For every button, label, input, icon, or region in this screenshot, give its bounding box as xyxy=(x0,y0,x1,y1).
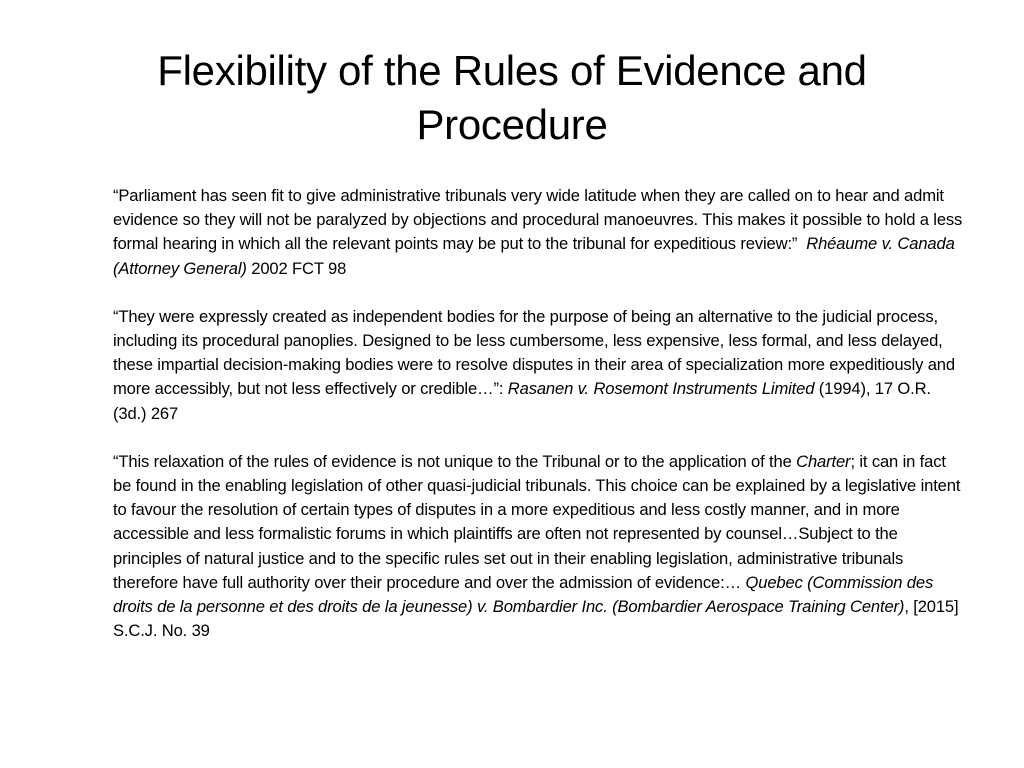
quote-text: “Parliament has seen fit to give administrative tribunals very wide latitude when they are called on to hear and admit evidence so they will not be paralyzed by objections and procedural manoeuvres. This makes it possible to hold a less formal hearing in which all the relevant points may be put to the tribunal for expeditious review:” xyxy=(113,186,963,254)
quote-rasanen xyxy=(113,305,965,426)
case-name: Quebec (Commission des droits de la personne et des droits de la jeunesse) v. Bombardier Inc. (Bombardier Aerospace Training Center) xyxy=(113,572,934,617)
slide-title: Flexibility of the Rules of Evidence and Procedure xyxy=(157,47,867,148)
slide-body xyxy=(113,184,965,667)
quote-text-part1: “This relaxation of the rules of evidence is not unique to the Tribunal or to the application of the xyxy=(113,451,797,471)
quote-text: “They were expressly created as independent bodies for the purpose of being an alternative to the judicial process, including its procedural panoplies. Designed to be less cumbersome, less expensive, less formal, and less delayed, these impartial decision-making bodies were to resolve disputes in their area of specialization more expeditiously and more accessibly, but not less effectively or credible…”: xyxy=(113,306,955,399)
case-citation: (1994), 17 O.R. (3d.) 267 xyxy=(113,379,931,423)
case-name: Rhéaume v. Canada (Attorney General) xyxy=(113,234,955,278)
case-name: Rasanen v. Rosemont Instruments Limited xyxy=(507,379,815,399)
quote-rheaume xyxy=(113,184,965,281)
case-citation: 2002 FCT 98 xyxy=(246,258,347,278)
case-citation: , [2015] S.C.J. No. 39 xyxy=(113,597,959,641)
quote-text-part2: ; it can in fact be found in the enabling legislation of other quasi-judicial tribunals. This choice can be explained by a legislative intent to favour the resolution of certain types of disputes in a more expeditious and less costly manner, and in more accessible and less formalistic forums in which plaintiffs are often not represented by counsel…Subject to the principles of natural justice and to the specific rules set out in their enabling legislation, administrative tribunals therefore have full authority over their procedure and over the admission of evidence:… xyxy=(113,451,961,592)
quote-bombardier xyxy=(113,450,965,644)
charter-term: Charter xyxy=(796,451,851,471)
